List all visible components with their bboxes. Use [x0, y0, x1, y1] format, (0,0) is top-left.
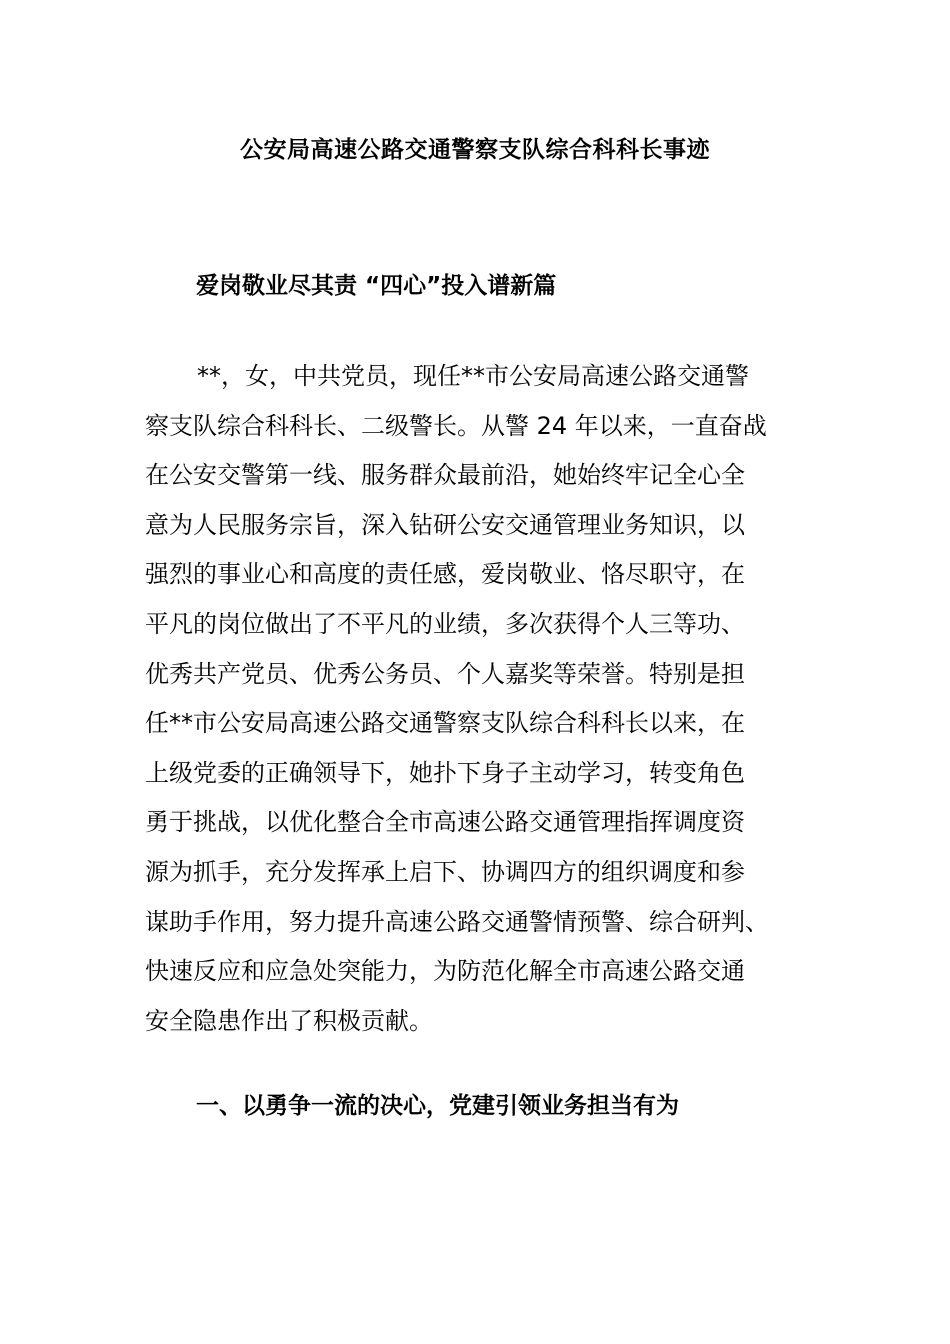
- paragraph-line: 谋助手作用，努力提升高速公路交通警情预警、综合研判、: [145, 907, 769, 936]
- paragraph-line: 察支队综合科科长、二级警长。从警 24 年以来，一直奋战: [145, 411, 767, 440]
- paragraph-line: 平凡的岗位做出了不平凡的业绩，多次获得个人三等功、: [145, 609, 745, 638]
- paragraph-line: 在公安交警第一线、服务群众最前沿，她始终牢记全心全: [145, 461, 745, 490]
- section-heading: 一、以勇争一流的决心，党建引领业务担当有为: [196, 1093, 679, 1119]
- document-title: 公安局高速公路交通警察支队综合科科长事迹: [240, 137, 710, 163]
- paragraph-line: 上级党委的正确领导下，她扑下身子主动学习，转变角色: [145, 758, 745, 787]
- body-paragraph: [145, 352, 805, 1046]
- paragraph-line: 任**市公安局高速公路交通警察支队综合科科长以来，在: [145, 709, 745, 738]
- paragraph-line: 安全隐患作出了积极贡献。: [145, 1006, 433, 1035]
- paragraph-line: 源为抓手，充分发挥承上启下、协调四方的组织调度和参: [145, 857, 745, 886]
- paragraph-line: 优秀共产党员、优秀公务员、个人嘉奖等荣誉。特别是担: [145, 659, 745, 688]
- article-subtitle: 爱岗敬业尽其责 “四心”投入谱新篇: [196, 273, 557, 299]
- paragraph-line: **，女，中共党员，现任**市公安局高速公路交通警: [197, 362, 749, 390]
- paragraph-line: 强烈的事业心和高度的责任感，爱岗敬业、恪尽职守，在: [145, 560, 745, 589]
- paragraph-line: 意为人民服务宗旨，深入钻研公安交通管理业务知识，以: [145, 510, 745, 539]
- paragraph-line: 勇于挑战，以优化整合全市高速公路交通管理指挥调度资: [145, 808, 745, 837]
- paragraph-line: 快速反应和应急处突能力，为防范化解全市高速公路交通: [145, 957, 745, 986]
